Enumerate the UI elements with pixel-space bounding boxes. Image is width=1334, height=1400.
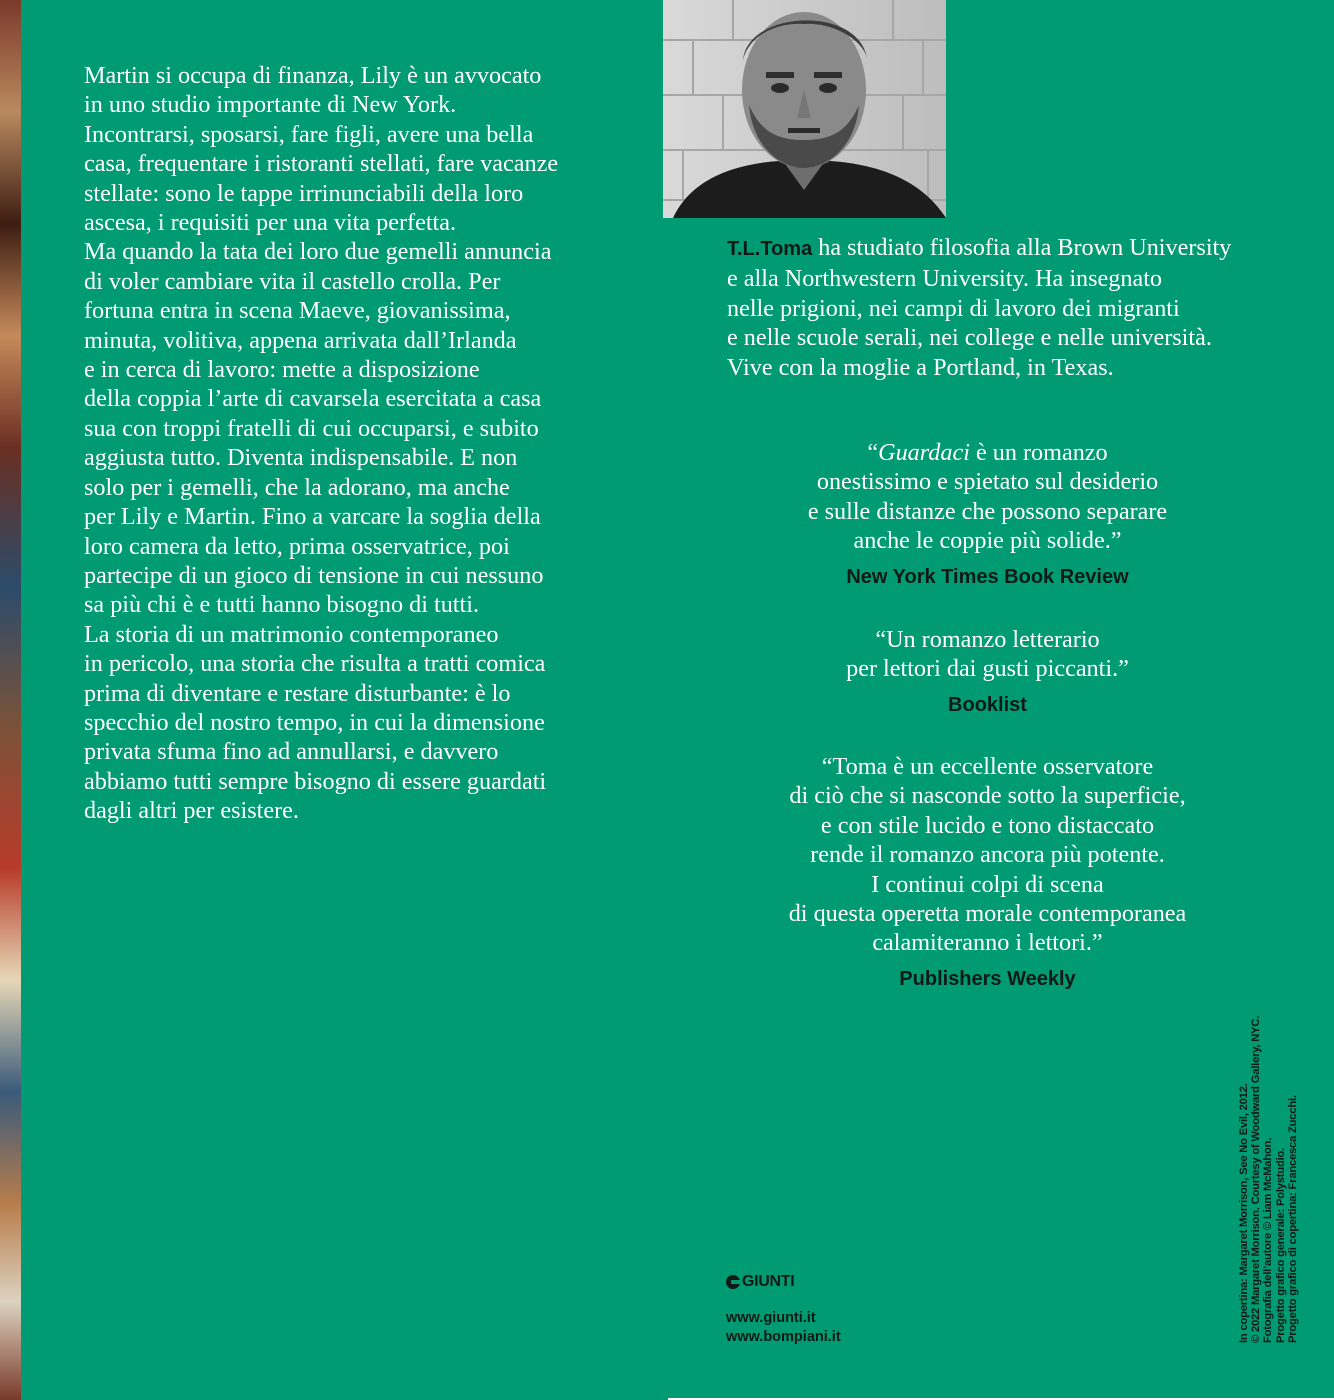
credit-line: © 2022 Margaret Morrison. Courtesy of Woodward Gallery, NYC. bbox=[1250, 1015, 1263, 1343]
author-bio-text: ha studiato filosofia alla Brown University e alla Northwestern University. Ha insegnato nelle prigioni, nei campi di lavoro dei migranti e nelle scuole serali, nei college e nelle università. Vive con la moglie a Portland, in Texas. bbox=[727, 234, 1232, 381]
publisher-urls bbox=[726, 1309, 841, 1347]
quote-body: è un romanzo onestissimo e spietato sul desiderio e sulle distanze che possono separare anche le coppie più solide.” bbox=[807, 439, 1168, 555]
publisher-block bbox=[726, 1273, 841, 1347]
review-quote bbox=[700, 625, 1275, 717]
book-title-italic: Guardaci bbox=[878, 439, 970, 466]
credit-line: In copertina: Margaret Morrison, See No Evil, 2012. bbox=[1238, 1083, 1250, 1343]
blurb-paragraph: Ma quando la tata dei loro due gemelli annuncia di voler cambiare vita il castello crolla. Per fortuna entra in scena Maeve, giovanissima, minuta, volitiva, appena arrivata dall’Irlanda e in cerca di lavoro: mette a disposizione della coppia l’arte di cavarsela esercitata a casa sua con troppi fratelli di cui occuparsi, e subito aggiusta tutto. Diventa indispensabile. E non solo per i gemelli, che la adorano, ma anche per Lily e Martin. Fino a varcare la soglia della loro camera da letto, prima osservatrice, poi partecipe di un gioco di tensione in cui nessuno sa più chi è e tutti hanno bisogno di tutti. bbox=[84, 238, 552, 619]
author-bio bbox=[727, 233, 1287, 382]
quote-text: “Toma è un eccellente osservatore di ciò che si nasconde sotto la superficie, e con stile lucido e tono distaccato rende il romanzo ancora più potente. I continui colpi di scena di questa operetta morale contemporanea calamiteranno i lettori.” bbox=[788, 753, 1187, 957]
review-quote bbox=[700, 438, 1275, 589]
blurb-paragraph: La storia di un matrimonio contemporaneo in pericolo, una storia che risulta a tratti comica prima di diventare e restare disturbante: è lo specchio del nostro tempo, in cui la dimensione privata sfuma fino ad annullarsi, e davvero abbiamo tutti sempre bisogno di essere guardati dagli altri per esistere. bbox=[84, 620, 547, 825]
review-quote bbox=[700, 752, 1275, 991]
author-photo bbox=[663, 0, 946, 218]
cover-art-edge bbox=[0, 0, 21, 1400]
publisher-url[interactable]: www.giunti.it bbox=[726, 1310, 816, 1326]
quote-source: New York Times Book Review bbox=[846, 565, 1129, 588]
cover-credits bbox=[1238, 1016, 1299, 1343]
book-blurb bbox=[84, 61, 614, 826]
quote-open-mark: “ bbox=[867, 439, 879, 466]
credit-line: Progetto grafico generale: Polystudio. bbox=[1274, 1147, 1287, 1343]
credit-line: Progetto grafico di copertina: Francesca Zucchi. bbox=[1286, 1095, 1299, 1343]
blurb-paragraph: Martin si occupa di finanza, Lily è un avvocato in uno studio importante di New York. Incontrarsi, sposarsi, fare figli, avere una bella casa, frequentare i ristoranti stellati, fare vacanze stellate: sono le tappe irrinunciabili della loro ascesa, i requisiti per una vita perfetta. bbox=[84, 62, 559, 237]
author-name: T.L.Toma bbox=[727, 238, 813, 260]
quote-source: Booklist bbox=[948, 693, 1027, 716]
quote-text: “Un romanzo letterario per lettori dai gusti piccanti.” bbox=[846, 626, 1129, 683]
publisher-url[interactable]: www.bompiani.it bbox=[726, 1329, 841, 1345]
quote-text bbox=[700, 438, 1275, 556]
quote-source: Publishers Weekly bbox=[899, 967, 1076, 990]
publisher-logo-text: GIUNTI bbox=[742, 1273, 795, 1290]
publisher-logo bbox=[726, 1273, 841, 1291]
credit-line: Fotografia dell’autore © Liam McMahon. bbox=[1262, 1137, 1275, 1343]
giunti-logo-icon bbox=[726, 1275, 740, 1289]
